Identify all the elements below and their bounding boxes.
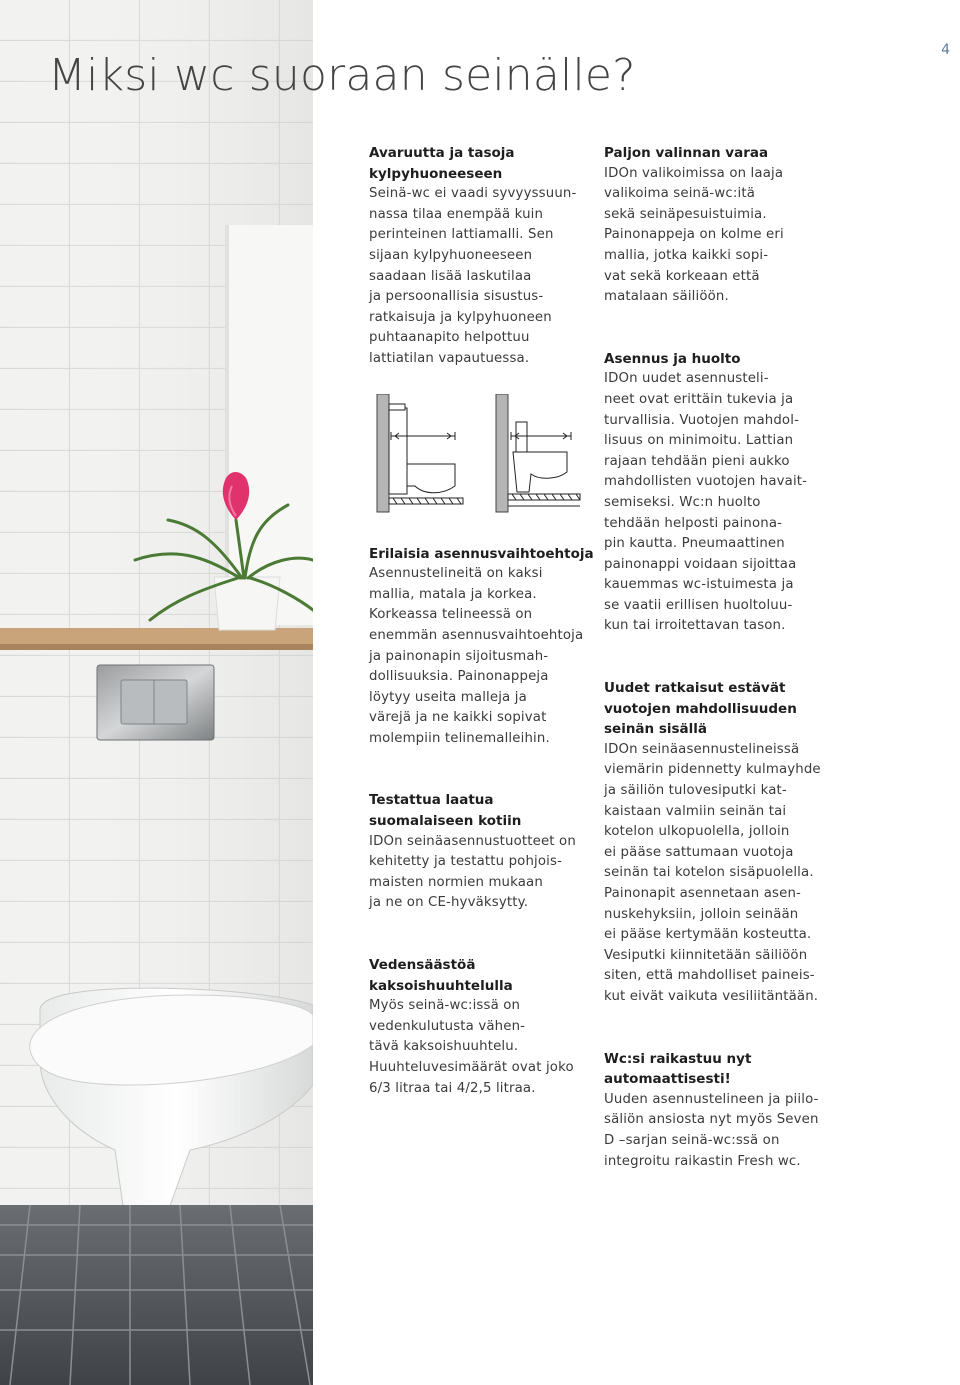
section-body: IDOn valikoimissa on laaja valikoima seinä-wc:itä sekä seinäpesuistuimia. Painonappeja on kolme eri mallia, jotka kaikki sopi- vat sekä korkeaan että matalaan säiliöön. — [604, 165, 784, 305]
section-body: Seinä-wc ei vaadi syvyyssuun- nassa tilaa enempää kuin perinteinen lattiamalli. Sen sijaan kylpyhuoneeseen saadaan lisää laskutilaa ja persoonallisia sisustus- ratkaisuja ja kylpyhuoneen puhtaanapito helpottuu lattiatilan vapautuessa. — [369, 186, 577, 366]
section-body: Asennustelineitä on kaksi mallia, matala ja korkea. Korkeassa telineessä on enemmän asennusvaihtoehtoja ja painonapin sijoitusmah- dollisuuksia. Painonappeja löytyy useita malleja ja värejä ja ne kaikki sopivat molempiin telinemalleihin. — [369, 566, 584, 746]
low-frame-wall — [377, 394, 389, 512]
section-space-and-surfaces — [369, 143, 609, 370]
section-installation-options — [369, 544, 609, 750]
section-heading: Paljon valinnan varaa — [604, 145, 769, 161]
section-body: IDOn seinäasennustelineissä viemärin pidennetty kulmayhde ja säiliön tulovesiputki kat- kaistaan valmiin seinän tai kotelon ulkopuolella, jolloin ei pääse sattumaan vuotoja seinän tai kotelon sisäpuolella. Painonapit asennetaan asen- nuskehyksiin, jolloin seinään ei pääse kertymään kosteutta. Vesiputki kiinnitetään säiliöön siten, että mahdolliset paineis- kut eivät vaikuta vesiliitäntään. — [604, 741, 821, 1004]
section-heading: Avaruutta ja tasoja kylpyhuoneeseen — [369, 145, 515, 182]
section-body: IDOn seinäasennustuotteet on kehitetty ja testattu pohjois- maisten normien mukaan ja ne on CE-hyväksytty. — [369, 833, 576, 911]
section-automatic-freshener — [604, 1049, 844, 1173]
section-dual-flush — [369, 955, 609, 1099]
installation-frames-diagram — [371, 394, 591, 524]
bathroom-photo — [0, 0, 313, 1385]
section-heading: Vedensäästöä kaksoishuuhtelulla — [369, 957, 513, 994]
section-body: Myös seinä-wc:issä on vedenkulutusta vähen- tävä kaksoishuuhtelu. Huuhteluvesimäärät ovat joko 6/3 litraa tai 4/2,5 litraa. — [369, 998, 574, 1096]
high-frame-tank — [516, 422, 527, 452]
section-installation-and-service — [604, 349, 844, 637]
low-frame-bowl — [407, 464, 455, 493]
section-tested-quality — [369, 790, 609, 914]
low-frame-unit — [389, 408, 407, 494]
page-title: Miksi wc suoraan seinälle? — [48, 50, 636, 101]
section-wide-selection — [604, 143, 844, 308]
right-column — [604, 143, 844, 1172]
section-heading: Erilaisia asennusvaihtoehtoja — [369, 545, 594, 562]
section-heading: Asennus ja huolto — [604, 350, 741, 367]
section-heading: Uudet ratkaisut estävät vuotojen mahdollisuuden seinän sisällä — [604, 680, 797, 738]
page-number: 4 — [941, 42, 950, 58]
section-leak-prevention — [604, 678, 844, 1008]
high-frame-toilet — [513, 452, 567, 492]
section-heading: Testattua laatua suomalaiseen kotiin — [369, 792, 522, 830]
section-body: Uuden asennustelineen ja piilo- säliön ansiosta nyt myös Seven D –sarjan seinä-wc:ssä on integroitu raikastin Fresh wc. — [604, 1091, 819, 1169]
left-column — [369, 143, 609, 1099]
section-heading: Wc:si raikastuu nyt automaattisesti! — [604, 1050, 752, 1088]
high-frame-wall — [496, 394, 508, 512]
section-body: IDOn uudet asennusteli- neet ovat erittäin tukevia ja turvallisia. Vuotojen mahdol- lisuus on minimoitu. Lattian rajaan tehdään pieni aukko mahdollisten vuotojen havait- semiseksi. Wc:n huolto tehdään helposti painona- pin kautta. Pneumaattinen painonappi voidaan sijoittaa kauemmas wc-istuimesta ja se vaatii erillisen huoltoluu- kun tai irroitettavan tason. — [604, 371, 808, 634]
